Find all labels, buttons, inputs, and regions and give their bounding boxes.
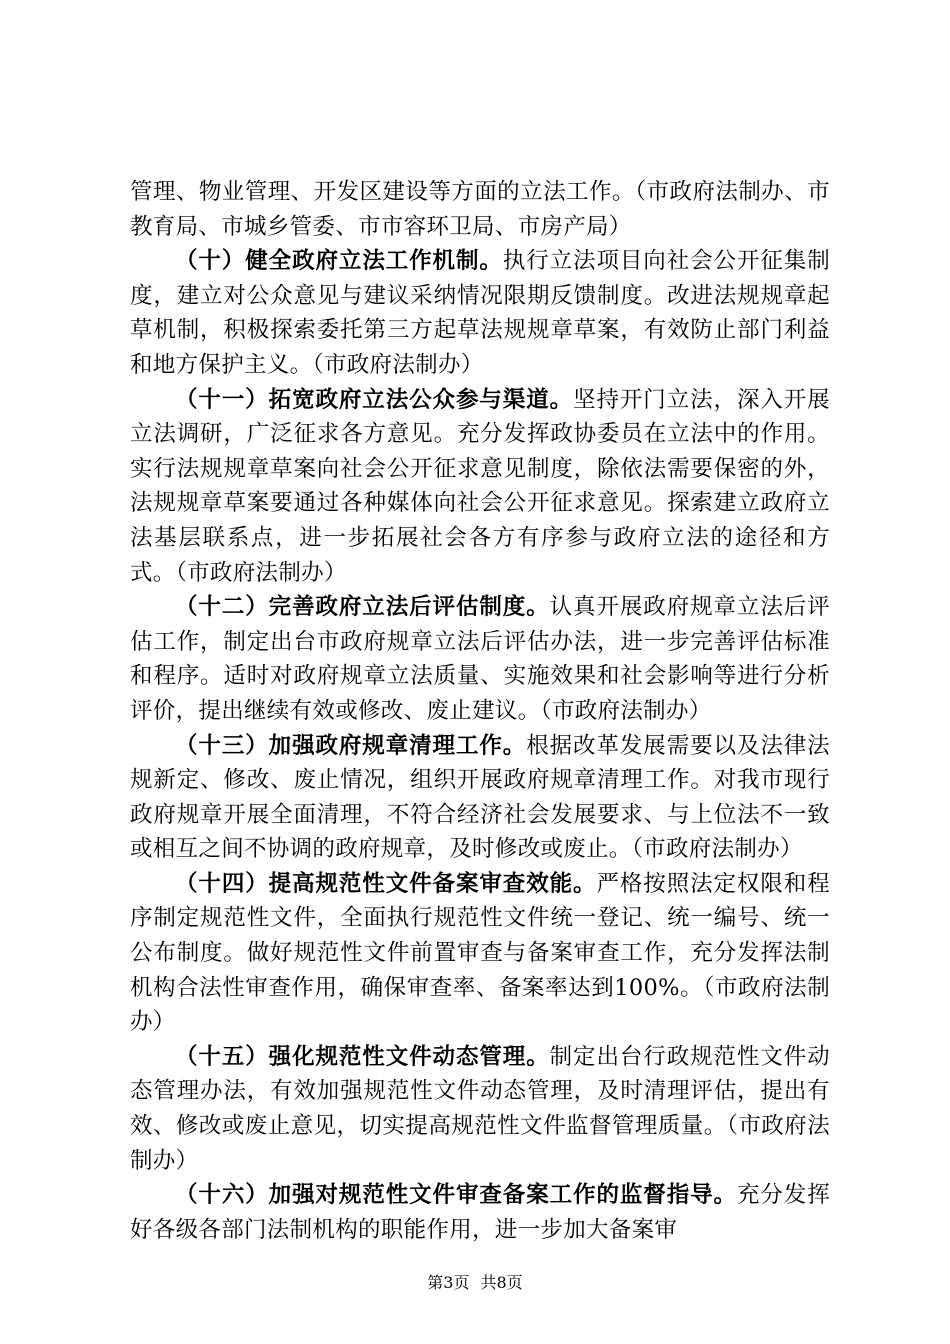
paragraph-text: 制定出台行政规范性文件动态管理办法，有效加强规范性文件动态管理，及时清理评估，提出有效、修改或废止意见，切实提高规范性文件监督管理质量。（市政府法制办）: [130, 1043, 830, 1174]
paragraph-text: 管理、物业管理、开发区建设等方面的立法工作。（市政府法制办、市教育局、市城乡管委、市市容环卫局、市房产局）: [130, 179, 830, 240]
page-footer: [0, 1273, 950, 1293]
paragraph-continuation: [130, 175, 830, 244]
paragraph-heading: （十六）加强对规范性文件审查备案工作的监督指导。: [175, 1182, 737, 1209]
paragraph-item-15: [130, 1040, 830, 1178]
paragraph-heading: （十一）拓宽政府立法公众参与渠道。: [175, 386, 574, 413]
paragraph-item-13: [130, 729, 830, 867]
paragraph-text: 认真开展政府规章立法后评估工作，制定出台市政府规章立法后评估办法，进一步完善评估标准和程序。适时对政府规章立法质量、实施效果和社会影响等进行分析评价，提出继续有效或修改、废止建议。（市政府法制办）: [130, 594, 830, 724]
paragraph-text: 坚持开门立法，深入开展立法调研，广泛征求各方意见。充分发挥政协委员在立法中的作用。实行法规规章草案向社会公开征求意见制度，除依法需要保密的外，法规规章草案要通过各种媒体向社会公开征求意见。探索建立政府立法基层联系点，进一步拓展社会各方有序参与政府立法的途径和方式。（市政府法制办）: [130, 386, 830, 586]
paragraph-heading: （十二）完善政府立法后评估制度。: [175, 594, 550, 621]
page-number: 第3页: [427, 1273, 470, 1292]
document-body: [130, 175, 830, 1247]
paragraph-item-12: [130, 590, 830, 728]
paragraph-heading: （十五）强化规范性文件动态管理。: [175, 1043, 550, 1070]
paragraph-text: 根据改革发展需要以及法律法规新定、修改、废止情况，组织开展政府规章清理工作。对我市现行政府规章开展全面清理，不符合经济社会发展要求、与上位法不一致或相互之间不协调的政府规章，及时修改或废止。（市政府法制办）: [130, 732, 830, 863]
paragraph-item-16: [130, 1178, 830, 1247]
paragraph-item-14: [130, 867, 830, 1040]
paragraph-item-11: [130, 383, 830, 591]
paragraph-item-10: [130, 244, 830, 382]
paragraph-text: 充分发挥好各级各部门法制机构的职能作用，进一步加大备案审: [130, 1182, 830, 1243]
paragraph-heading: （十）健全政府立法工作机制。: [175, 248, 503, 275]
paragraph-text: 执行立法项目向社会公开征集制度，建立对公众意见与建议采纳情况限期反馈制度。改进法规规章起草机制，积极探索委托第三方起草法规规章草案，有效防止部门利益和地方保护主义。（市政府法制办）: [130, 248, 831, 378]
paragraph-heading: （十四）提高规范性文件备案审查效能。: [175, 870, 597, 897]
page-total: 共8页: [480, 1273, 523, 1292]
paragraph-heading: （十三）加强政府规章清理工作。: [175, 732, 527, 759]
paragraph-text: 严格按照法定权限和程序制定规范性文件，全面执行规范性文件统一登记、统一编号、统一公布制度。做好规范性文件前置审查与备案审查工作，充分发挥法制机构合法性审查作用，确保审查率、备案率达到100%。（市政府法制办）: [130, 870, 830, 1036]
